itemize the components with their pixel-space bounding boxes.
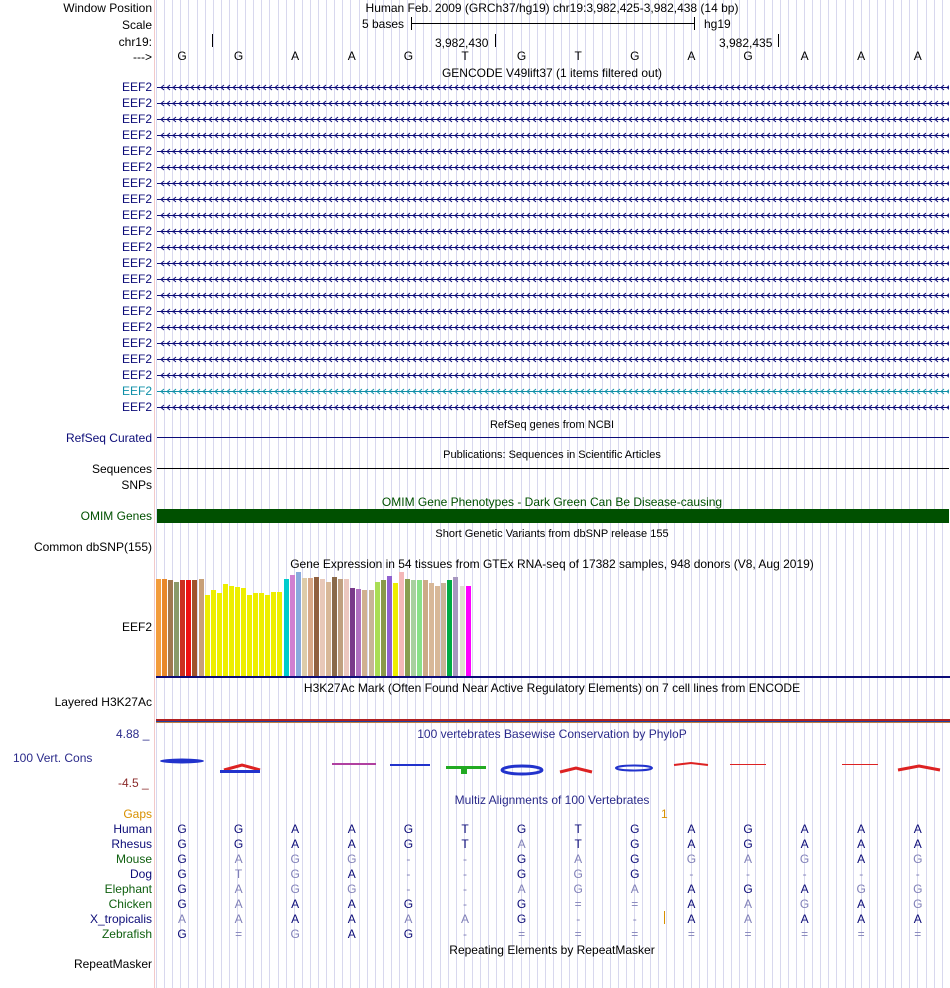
gencode-transcript[interactable]	[157, 244, 949, 251]
gencode-transcript[interactable]	[157, 228, 949, 235]
ruler-tick	[495, 34, 496, 47]
gtex-tissue-bar[interactable]	[441, 583, 446, 676]
aligned-base: A	[347, 912, 356, 926]
aligned-base: -	[406, 852, 411, 866]
gtex-tissue-bar[interactable]	[223, 584, 228, 676]
gtex-tissue-bar[interactable]	[350, 588, 355, 676]
refseq-track-title[interactable]: RefSeq genes from NCBI	[489, 419, 615, 431]
gencode-transcript[interactable]	[157, 356, 949, 363]
h3k27ac-signal-orange[interactable]	[156, 722, 950, 723]
label-separator	[154, 0, 155, 988]
aligned-base: A	[347, 837, 356, 851]
aligned-base: T	[574, 822, 582, 836]
gencode-gene-label[interactable]: EEF2	[121, 352, 152, 366]
multiz-track-title[interactable]: Multiz Alignments of 100 Vertebrates	[454, 793, 650, 807]
sequences-label[interactable]: Sequences	[91, 462, 152, 476]
aligned-base: G	[516, 897, 527, 911]
gencode-transcript[interactable]	[157, 100, 949, 107]
gtex-tissue-bar[interactable]	[447, 580, 452, 676]
omim-label[interactable]: OMIM Genes	[80, 509, 152, 523]
gtex-tissue-bar[interactable]	[435, 586, 440, 676]
gtex-tissue-bar[interactable]	[284, 579, 289, 676]
snps-label[interactable]: SNPs	[121, 478, 152, 492]
gencode-transcript[interactable]	[157, 276, 949, 283]
gtex-tissue-bar[interactable]	[314, 577, 319, 676]
aligned-base: G	[347, 882, 357, 896]
aligned-base: A	[687, 897, 696, 911]
strand-label: --->	[133, 50, 152, 64]
base-letter: A	[913, 49, 922, 63]
db-text: hg19	[704, 17, 731, 31]
base-letter: G	[233, 49, 244, 63]
aligned-base: A	[687, 822, 696, 836]
aligned-base: G	[403, 927, 414, 941]
aligned-base: A	[687, 837, 696, 851]
aligned-base: =	[631, 927, 639, 941]
aligned-base: =	[574, 927, 582, 941]
gtex-baseline	[156, 676, 950, 678]
scale-bar	[411, 23, 695, 24]
species-label[interactable]: Dog	[129, 867, 152, 881]
aligned-base: =	[574, 897, 582, 911]
aligned-base: -	[463, 867, 467, 881]
gtex-tissue-bar[interactable]	[320, 579, 325, 676]
aligned-base: G	[630, 852, 640, 866]
aligned-base: A	[743, 852, 753, 866]
aligned-base: G	[290, 852, 300, 866]
gtex-tissue-bar[interactable]	[381, 580, 386, 676]
aligned-base: -	[859, 867, 864, 881]
gencode-transcript[interactable]	[157, 372, 949, 379]
aligned-base: T	[234, 867, 243, 881]
gtex-tissue-bar[interactable]	[405, 579, 410, 676]
aligned-base: G	[233, 837, 244, 851]
gencode-gene-label[interactable]: EEF2	[121, 144, 152, 158]
species-label[interactable]: Zebrafish	[101, 927, 152, 941]
aligned-base: A	[800, 882, 809, 896]
logo-glyph	[560, 768, 592, 772]
gtex-tissue-bar[interactable]	[259, 593, 264, 676]
gtex-tissue-bar[interactable]	[308, 578, 313, 676]
aligned-base: G	[913, 852, 923, 866]
gtex-tissue-bar[interactable]	[199, 579, 204, 676]
aligned-base: A	[234, 852, 243, 866]
ruler-tick	[212, 34, 213, 47]
gtex-tissue-bar[interactable]	[417, 580, 422, 676]
phylop-logo[interactable]	[156, 756, 950, 778]
logo-glyph	[390, 764, 430, 766]
refseq-gene-line[interactable]	[157, 437, 949, 438]
logo-glyph	[616, 766, 652, 771]
gtex-tissue-bar[interactable]	[369, 590, 374, 676]
sequences-line[interactable]	[157, 468, 949, 469]
gtex-tissue-bar[interactable]	[423, 580, 428, 676]
gencode-transcript[interactable]	[157, 260, 949, 267]
aligned-base: A	[800, 837, 809, 851]
aligned-base: A	[291, 897, 300, 911]
gtex-tissue-bar[interactable]	[229, 586, 234, 676]
base-letter: A	[347, 49, 356, 63]
logo-glyph	[220, 770, 260, 773]
gencode-gene-label[interactable]: EEF2	[121, 272, 152, 286]
species-label[interactable]: Chicken	[108, 897, 152, 911]
gtex-tissue-bar[interactable]	[338, 579, 343, 676]
base-letter: G	[403, 49, 414, 63]
base-letter: A	[291, 49, 300, 63]
gtex-tissue-bar[interactable]	[429, 583, 434, 676]
base-letter: G	[177, 49, 187, 63]
gtex-tissue-bar[interactable]	[453, 577, 458, 676]
aligned-base: =	[235, 927, 243, 941]
base-letter: A	[800, 49, 809, 63]
aligned-base: =	[687, 927, 695, 941]
gencode-track-title[interactable]: GENCODE V49lift37 (1 items filtered out)	[441, 66, 663, 80]
gencode-gene-label[interactable]: EEF2	[121, 384, 152, 398]
gtex-tissue-bar[interactable]	[375, 582, 380, 676]
aligned-base: G	[743, 882, 753, 896]
aligned-base: G	[233, 822, 244, 836]
gtex-tissue-bar[interactable]	[411, 580, 416, 676]
aligned-base: T	[461, 837, 469, 851]
aligned-base: A	[291, 837, 300, 851]
gtex-tissue-bar[interactable]	[241, 588, 246, 676]
aligned-base: G	[177, 897, 187, 911]
aligned-base: G	[177, 837, 187, 851]
dbsnp-label[interactable]: Common dbSNP(155)	[33, 540, 152, 554]
gencode-gene-label[interactable]: EEF2	[121, 224, 152, 238]
aligned-base: -	[802, 867, 807, 881]
gtex-tissue-bar[interactable]	[466, 586, 471, 676]
logo-glyph	[674, 763, 708, 765]
gtex-tissue-bar[interactable]	[205, 595, 210, 676]
gencode-gene-label[interactable]: EEF2	[121, 400, 152, 414]
aligned-base: G	[630, 822, 640, 836]
ruler-tick	[778, 34, 779, 47]
aligned-base: A	[800, 912, 809, 926]
window-position-label: Window Position	[63, 1, 152, 15]
aligned-base: A	[347, 927, 356, 941]
phylop-logo-glyphs	[160, 759, 940, 775]
gencode-transcript[interactable]	[157, 132, 949, 139]
aligned-base: -	[463, 852, 467, 866]
gencode-transcript[interactable]	[157, 148, 949, 155]
gtex-tissue-bar[interactable]	[399, 572, 404, 676]
aligned-base: A	[291, 822, 300, 836]
aligned-base: G	[913, 882, 923, 896]
gtex-tissue-bar[interactable]	[344, 579, 349, 676]
repeatmasker-track-title[interactable]: Repeating Elements by RepeatMasker	[449, 943, 655, 957]
gencode-transcript[interactable]	[157, 164, 949, 171]
aligned-base: G	[799, 852, 810, 866]
aligned-base: A	[913, 837, 922, 851]
aligned-base: G	[516, 822, 527, 836]
omim-track-title[interactable]: OMIM Gene Phenotypes - Dark Green Can Be Disease-causing	[381, 495, 723, 509]
gencode-gene-label[interactable]: EEF2	[121, 176, 152, 190]
aligned-base: -	[915, 867, 920, 881]
gtex-tissue-bar[interactable]	[387, 576, 392, 676]
aligned-base: G	[630, 867, 640, 881]
aligned-base: A	[574, 852, 583, 866]
base-letter: G	[630, 49, 640, 63]
aligned-base: G	[177, 852, 187, 866]
gtex-tissue-bar[interactable]	[290, 575, 295, 676]
aligned-base: -	[689, 867, 694, 881]
publications-track-title[interactable]: Publications: Sequences in Scientific Articles	[443, 449, 661, 461]
logo-glyph	[332, 763, 376, 765]
gtex-tissue-bar[interactable]	[362, 590, 367, 676]
h3k27ac-track-title[interactable]: H3K27Ac Mark (Often Found Near Active Regulatory Elements) on 7 cell lines from ENCODE	[303, 681, 801, 695]
gencode-gene-label[interactable]: EEF2	[121, 160, 152, 174]
gencode-gene-label[interactable]: EEF2	[121, 112, 152, 126]
gencode-transcript[interactable]	[157, 292, 949, 299]
h3k27ac-label[interactable]: Layered H3K27Ac	[54, 695, 152, 709]
base-letter: A	[687, 49, 696, 63]
aligned-base: G	[177, 927, 187, 941]
aligned-base: -	[463, 927, 467, 941]
gencode-transcript[interactable]	[157, 404, 949, 411]
gencode-gene-label[interactable]: EEF2	[121, 304, 152, 318]
gtex-tissue-bar[interactable]	[217, 593, 222, 676]
gtex-tissue-bar[interactable]	[235, 587, 240, 676]
aligned-base: -	[746, 867, 750, 881]
insertion-marker	[664, 911, 665, 924]
gtex-tissue-bar[interactable]	[326, 582, 331, 676]
base-letter: G	[743, 49, 753, 63]
gtex-tissue-bar[interactable]	[174, 582, 179, 676]
aligned-base: A	[687, 882, 696, 896]
gencode-transcript[interactable]	[157, 84, 949, 91]
logo-glyph	[502, 766, 542, 774]
aligned-base: G	[177, 867, 187, 881]
aligned-base: G	[516, 912, 527, 926]
base-letter: T	[461, 49, 469, 63]
aligned-base: A	[347, 897, 356, 911]
phylop-max-label: 4.88 _	[116, 727, 150, 741]
aligned-base: G	[290, 927, 300, 941]
aligned-base: A	[687, 912, 696, 926]
gencode-gene-label[interactable]: EEF2	[121, 256, 152, 270]
gtex-tissue-bar[interactable]	[332, 577, 337, 676]
species-label[interactable]: X_tropicalis	[89, 912, 152, 926]
aligned-base: G	[743, 837, 753, 851]
aligned-base: G	[177, 882, 187, 896]
aligned-base: A	[404, 912, 413, 926]
aligned-base: A	[630, 882, 639, 896]
aligned-base: A	[517, 837, 526, 851]
gtex-tissue-bar[interactable]	[253, 593, 258, 676]
aligned-base: A	[857, 897, 866, 911]
gencode-transcript[interactable]	[157, 340, 949, 347]
aligned-base: -	[463, 882, 467, 896]
aligned-base: =	[631, 897, 639, 911]
ruler-pos-2: 3,982,435	[719, 36, 773, 50]
aligned-base: A	[913, 912, 922, 926]
aligned-base: A	[913, 822, 922, 836]
gtex-tissue-bar[interactable]	[393, 583, 398, 676]
aligned-base: A	[234, 912, 243, 926]
species-label[interactable]: Human	[113, 822, 152, 836]
aligned-base: A	[857, 852, 866, 866]
gtex-tissue-bar[interactable]	[186, 580, 191, 676]
aligned-base: A	[517, 882, 526, 896]
logo-glyph	[898, 766, 940, 770]
gtex-label[interactable]: EEF2	[121, 620, 152, 634]
gtex-tissue-bar[interactable]	[211, 590, 216, 676]
phylop-min-label: -4.5 _	[118, 776, 149, 790]
aligned-base: -	[406, 882, 411, 896]
aligned-base: =	[857, 927, 865, 941]
aligned-base: A	[800, 822, 809, 836]
aligned-base: A	[291, 912, 300, 926]
aligned-base: =	[744, 927, 752, 941]
scale-bar-right-end	[694, 17, 695, 30]
aligned-base: =	[914, 927, 922, 941]
gencode-gene-label[interactable]: EEF2	[121, 288, 152, 302]
gencode-transcript[interactable]	[157, 324, 949, 331]
aligned-base: G	[856, 882, 866, 896]
gtex-tissue-bar[interactable]	[460, 586, 465, 676]
ruler-pos-1: 3,982,430	[435, 36, 489, 50]
aligned-base: G	[799, 897, 810, 911]
aligned-base: G	[403, 897, 414, 911]
aligned-base: G	[573, 882, 583, 896]
aligned-base: G	[290, 882, 300, 896]
aligned-base: A	[857, 912, 866, 926]
gencode-gene-label[interactable]: EEF2	[121, 208, 152, 222]
aligned-base: G	[403, 837, 414, 851]
gtex-tissue-bar[interactable]	[296, 572, 301, 676]
aligned-base: G	[347, 852, 357, 866]
chrom-label: chr19:	[118, 35, 152, 49]
gencode-gene-label[interactable]: EEF2	[121, 96, 152, 110]
logo-glyph	[224, 765, 260, 770]
gencode-transcript[interactable]	[157, 212, 949, 219]
gtex-bar-chart[interactable]	[156, 572, 556, 676]
aligned-base: G	[743, 822, 753, 836]
gtex-tissue-bar[interactable]	[302, 578, 307, 676]
aligned-base: =	[518, 927, 526, 941]
aligned-base: A	[177, 912, 187, 926]
gtex-tissue-bar[interactable]	[271, 592, 276, 676]
aligned-base: A	[743, 897, 753, 911]
gtex-tissue-bar[interactable]	[265, 595, 270, 676]
species-label[interactable]: Rhesus	[111, 837, 152, 851]
aligned-base: T	[461, 822, 469, 836]
aligned-base: -	[576, 912, 581, 926]
aligned-base: G	[913, 897, 923, 911]
gencode-transcript[interactable]	[157, 180, 949, 187]
gencode-gene-label[interactable]: EEF2	[121, 192, 152, 206]
phylop-label[interactable]: 100 Vert. Cons	[13, 751, 93, 765]
aligned-base: A	[460, 912, 470, 926]
gencode-transcript[interactable]	[157, 388, 949, 395]
refseq-label[interactable]: RefSeq Curated	[65, 431, 152, 445]
omim-gene-bar[interactable]	[157, 509, 949, 523]
aligned-base: G	[290, 867, 300, 881]
aligned-base: -	[632, 912, 637, 926]
base-sequence[interactable]	[0, 49, 950, 63]
gtex-track-title[interactable]: Gene Expression in 54 tissues from GTEx RNA-seq of 17382 samples, 948 donors (V8, Aug 2019)	[290, 557, 814, 571]
scale-text: 5 bases	[362, 17, 405, 31]
aligned-base: A	[347, 867, 356, 881]
species-label[interactable]: Elephant	[104, 882, 152, 896]
logo-glyph	[160, 759, 204, 764]
scale-label: Scale	[121, 18, 152, 32]
dbsnp-track-title[interactable]: Short Genetic Variants from dbSNP release 155	[435, 528, 669, 540]
gtex-tissue-bar[interactable]	[180, 580, 185, 676]
gencode-gene-label[interactable]: EEF2	[121, 368, 152, 382]
gtex-tissue-bar[interactable]	[356, 589, 361, 676]
base-letter: A	[857, 49, 866, 63]
logo-glyph	[461, 766, 467, 774]
aligned-base: G	[403, 822, 414, 836]
gaps-label[interactable]: Gaps	[123, 807, 152, 821]
aligned-base: G	[177, 822, 187, 836]
gencode-gene-label[interactable]: EEF2	[121, 320, 152, 334]
gtex-tissue-bar[interactable]	[156, 579, 161, 676]
aligned-base: =	[801, 927, 809, 941]
gencode-gene-label[interactable]: EEF2	[121, 128, 152, 142]
gencode-transcript[interactable]	[157, 308, 949, 315]
phylop-track-title[interactable]: 100 vertebrates Basewise Conservation by PhyloP	[417, 727, 687, 741]
base-letter: G	[516, 49, 527, 63]
aligned-base: T	[574, 837, 582, 851]
assembly-position-text[interactable]: Human Feb. 2009 (GRCh37/hg19) chr19:3,982,425-3,982,438 (14 bp)	[365, 1, 739, 15]
aligned-base: A	[743, 912, 753, 926]
gtex-tissue-bar[interactable]	[168, 580, 173, 676]
aligned-base: G	[630, 837, 640, 851]
aligned-base: A	[347, 822, 356, 836]
aligned-base: A	[234, 897, 243, 911]
gap-count: 1	[661, 807, 668, 821]
gencode-gene-label[interactable]: EEF2	[121, 80, 152, 94]
logo-glyph	[842, 764, 878, 765]
aligned-base: -	[463, 897, 467, 911]
aligned-base: A	[234, 882, 243, 896]
gencode-transcript[interactable]	[157, 116, 949, 123]
gtex-tissue-bar[interactable]	[277, 592, 282, 676]
gtex-tissue-bar[interactable]	[162, 579, 167, 676]
aligned-base: G	[516, 867, 527, 881]
aligned-base: G	[516, 852, 527, 866]
aligned-base: A	[857, 822, 866, 836]
scale-bar-left-end	[411, 17, 412, 30]
species-label[interactable]: Mouse	[115, 852, 152, 866]
gencode-gene-label[interactable]: EEF2	[121, 336, 152, 350]
repeatmasker-label[interactable]: RepeatMasker	[73, 957, 152, 971]
gtex-tissue-bar[interactable]	[247, 595, 252, 676]
gencode-gene-label[interactable]: EEF2	[121, 240, 152, 254]
logo-glyph	[730, 764, 766, 765]
gtex-tissue-bar[interactable]	[192, 580, 197, 676]
base-letter: T	[574, 49, 582, 63]
gencode-transcript[interactable]	[157, 196, 949, 203]
aligned-base: G	[686, 852, 697, 866]
aligned-base: A	[857, 837, 866, 851]
aligned-base: G	[573, 867, 583, 881]
aligned-base: -	[406, 867, 411, 881]
